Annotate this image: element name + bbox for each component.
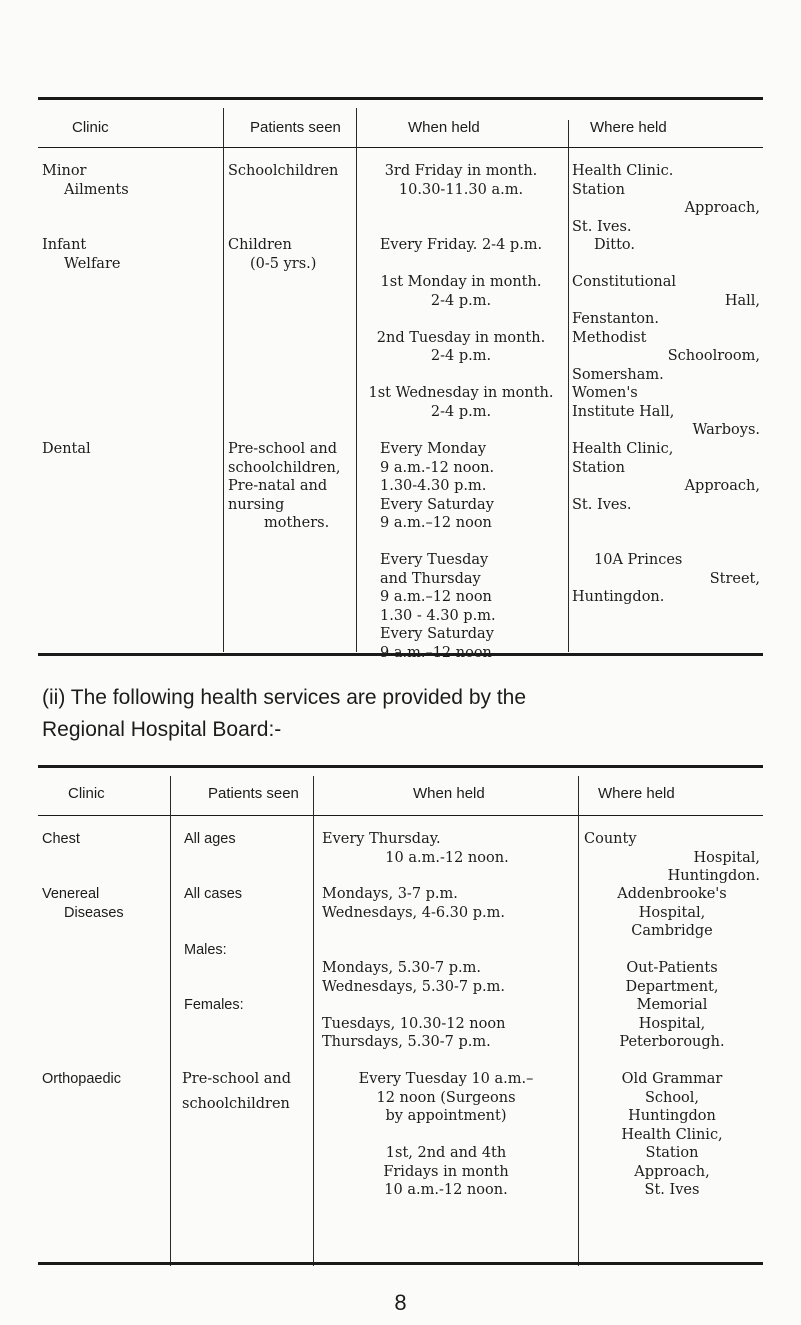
table1-row-infant-where: Ditto. Constitutional Hall, Fenstanton. Methodist Schoolroom, Somersham. Women's Institute Hall, Warboys. — [572, 237, 760, 438]
table1-row-minor-where: Health Clinic. Station Approach, St. Ives. — [572, 163, 760, 235]
table2-divider-2 — [313, 776, 314, 1266]
section-heading-line-2: Regional Hospital Board:- — [42, 718, 282, 741]
table2-row-orthopaedic-patients: Pre-school and schoolchildren — [182, 1071, 292, 1112]
table1-row-infant-when: Every Friday. 2-4 p.m. 1st Monday in month. 2-4 p.m. 2nd Tuesday in month. 2-4 p.m. 1st Wednesday in month. 2-4 p.m. — [368, 237, 554, 420]
table2-row-venereal-patients: All cases Males: Females: — [184, 886, 244, 1013]
table1-row-minor-clinic: Minor Ailments — [42, 163, 129, 198]
table1-header-where: Where held — [590, 119, 667, 136]
table2-row-chest-patients: All ages — [184, 831, 236, 847]
table2-row-chest-clinic: Chest — [42, 831, 80, 847]
table2-header-when: When held — [413, 785, 485, 802]
table1-row-dental-patients: Pre-school and schoolchildren, Pre-natal and nursing mothers. — [228, 441, 341, 531]
table1-row-minor-when: 3rd Friday in month. 10.30-11.30 a.m. — [384, 163, 538, 198]
table2-row-chest-when: Every Thursday. 10 a.m.-12 noon. — [322, 831, 509, 866]
table2-row-venereal-when: Mondays, 3-7 p.m. Wednesdays, 4-6.30 p.m. Mondays, 5.30-7 p.m. Wednesdays, 5.30-7 p.m. Tuesdays, 10.30-12 noon Thursdays, 5.30-7 p.m. — [322, 886, 506, 1050]
table2-row-venereal-clinic: Venereal Diseases — [42, 886, 124, 921]
table1-bottom-rule — [38, 653, 763, 656]
table2-header-underline — [38, 815, 763, 816]
section-heading-line-1: (ii) The following health services are provided by the — [42, 686, 527, 709]
table1-row-dental-when: Every Monday 9 a.m.-12 noon. 1.30-4.30 p.m. Every Saturday 9 a.m.–12 noon Every Tuesday and Thursday 9 a.m.–12 noon 1.30 - 4.30 p.m. Every Saturday — [380, 441, 496, 642]
table1-row-minor-patients: Schoolchildren — [228, 163, 339, 179]
table2-divider-3 — [578, 776, 579, 1266]
table2-row-orthopaedic-where: Old Grammar School, Huntingdon Health Clinic, Station Approach, St. Ives — [621, 1071, 723, 1198]
table2-row-chest-where: County Hospital, Huntingdon. — [584, 831, 760, 884]
table1-row-infant-patients: Children (0-5 yrs.) — [228, 237, 317, 272]
table2-divider-1 — [170, 776, 171, 1266]
table2-header-clinic: Clinic — [68, 785, 105, 802]
table2-row-venereal-where: Addenbrooke's Hospital, Cambridge Out-Patients Department, Memorial Hospital, Peterborough. — [617, 886, 727, 1050]
table2-header-patients: Patients seen — [208, 785, 299, 802]
table1-header-when: When held — [408, 119, 480, 136]
table1-header-patients: Patients seen — [250, 119, 341, 136]
table2-row-orthopaedic-clinic: Orthopaedic — [42, 1071, 121, 1087]
table1-header-underline — [38, 147, 763, 148]
table2-bottom-rule — [38, 1262, 763, 1265]
table1-row-infant-clinic: Infant Welfare — [42, 237, 121, 272]
table1-divider-3 — [568, 120, 569, 652]
section-heading — [42, 682, 762, 746]
table1-header-clinic: Clinic — [72, 119, 109, 136]
table2-row-orthopaedic-when: Every Tuesday 10 a.m.– 12 noon (Surgeons by appointment) 1st, 2nd and 4th Fridays in month 10 a.m.-12 noon. — [358, 1071, 534, 1198]
table1-row-dental-where: Health Clinic, Station Approach, St. Ives. 10A Princes Street, Huntingdon. — [572, 441, 760, 605]
table2-header-where: Where held — [598, 785, 675, 802]
table1-divider-1 — [223, 108, 224, 652]
table2-top-rule — [38, 765, 763, 768]
table1-row-dental-clinic: Dental — [42, 441, 91, 457]
table1-divider-2 — [356, 108, 357, 652]
table1-top-rule — [38, 97, 763, 100]
page-number: 8 — [394, 1290, 407, 1315]
